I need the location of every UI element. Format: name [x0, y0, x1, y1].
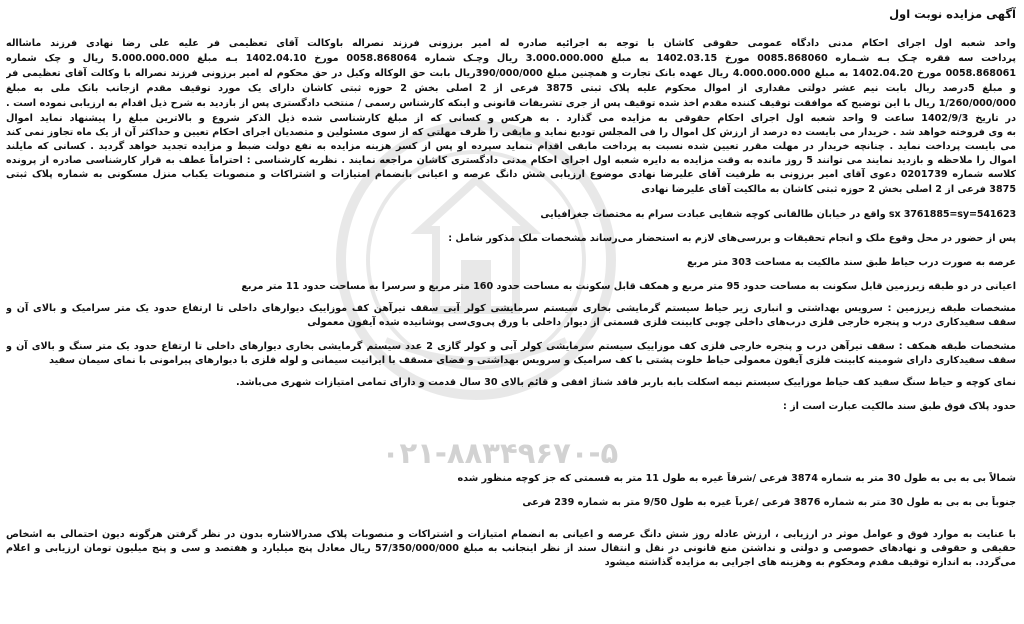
notice-line: 0058.868061 مورخ 1402.04.20 به مبلغ 4.000.000.000 ریال عهده بانک تجارت و همچنین مبلغ 390/000/000ریال بابت حق الوکاله وکیل در حق محکوم له امیر برزونی فرزند نصراله با وکالت آقای تعظیمی فر	[6, 68, 1016, 79]
basement-specs: مشخصات طبقه زیرزمین : سرویس بهداشتی و انباری زیر حیاط سیستم گرمایشی بخاری سیستم سرمایشی کولر آبی سقف تیرآهن کف موزاییک دیوارهای داخلی تا ارتفاع حدود یک متر سرامیک و بالای آن و	[6, 303, 1016, 314]
notice-line: کلاسه شماره 0201739 دعوی آقای امیر برزونی به طرفیت آقای علیرضا نهادی موضوع ارزیابی شش دانگ عرصه و اعیانی بانضمام امتیازات و اشتراکات و منصوبات یکباب منزل مسکونی به شماره پلاک ثبتی	[6, 169, 1016, 180]
notice-line: و مبلغ 5درصد ریال بابت نیم عشر دولتی مقداری از اموال محکوم علیه پلاک ثبتی 3875 فرعی از 2 اصلی بخش 2 حوزه ثبتی کاشان دارای یک مورد توقیف مقدم ازجانب بانک ملی به مبلغ	[6, 83, 1016, 94]
boundaries-heading: حدود پلاک فوق طبق سند مالکیت عبارت است از :	[782, 401, 1016, 412]
basement-specs: سقف سفیدکاری درب و پنجره خارجی فلزی درب‌های داخلی چوبی کابینت فلزی قسمتی از دیوار داخلی با ورق پی‌وی‌سی پوشانیده شده آیفون معمولی	[307, 317, 1016, 328]
building-area: اعیانی در دو طبقه زیرزمین قابل سکونت به مساحت حدود 95 متر مربع و همکف قابل سکونت به مساحت حدود 160 متر مربع و سرسرا به مساحت حدود 11 متر مربع	[241, 281, 1016, 292]
boundary-south-west: جنوباً بی به بی به طول 30 متر به شماره 3876 فرعی /غرباً غیره به طول 9/50 متر به شماره 239 فرعی	[522, 497, 1016, 508]
facade-line: نمای کوچه و حیاط سنگ سفید کف حیاط موزاییک سیستم نیمه اسکلت بابه باربر فاقد شناژ افقی و قائم بالای 30 سال قدمت و دارای تمامی امتیازات شهری می‌باشد.	[235, 377, 1016, 388]
inspection-intro: پس از حضور در محل وقوع ملک و انجام تحقیقات و بررسی‌های لازم به استحضار می‌رساند مشخصات ملک مذکور شامل :	[448, 233, 1016, 244]
boundary-north-east: شمالاً بی به بی به طول 30 متر به شماره 3874 فرعی /شرقاً غیره به طول 11 متر به قسمتی که جز کوچه منظور شده	[457, 473, 1016, 484]
valuation-line: می‌گردد. به اندازه توقیف مقدم ومحکوم به وهزینه های اجرایی به مزایده گذاشته میشود	[604, 557, 1016, 568]
valuation-line: حقیقی و حقوقی و نهادهای خصوصی و دولتی و نداشتن منع قانونی در نقل و انتقال سند از نظر اینجانب به مبلغ 57/350/000/000 ریال معادل پنج میلیارد و هفتصد و سی و پنج میلیون تومان ارزیابی و اعلام	[6, 543, 1016, 554]
valuation-line: با عنایت به موارد فوق و عوامل موثر در ارزیابی ، ارزش عادله روز شش دانگ عرصه و اعیانی به انضمام امتیازات و اشتراکات و منصوبات پلاک صدرالاشاره بدون در نظر گرفتن هرگونه دیون احتمالی به اشخاص	[6, 529, 1016, 540]
notice-line: می بایست پرداخت نماید . چنانچه خریدار در مهلت مقرر تعیین شده نسبت به پرداخت مابقی اقدام ننماید سپرده او پس از کسر هزینه مزایده به نفع دولت ضبط و مزایده تجدید خواهد گردید . کسانی که مایلند	[6, 141, 1016, 152]
ground-floor-specs: مشخصات طبقه همکف : سقف تیرآهن درب و پنجره خارجی فلزی کف موزاییک سیستم سرمایشی کولر آبی و کولر گازی 2 عدد سیستم گرمایشی بخاری دیوارهای داخلی تا ارتفاع حدود یک متر سنگ و بالای آن و	[6, 341, 1016, 352]
notice-line: 1/260/000/000 ریال با این توضیح که موافقت توقیف کننده مقدم اخذ شده توقیف پس از جری تشریفات قانونی و اینکه کارشناس رسمی / منتخب دادگستری پس از بازدید به شرح ذیل اقدام به ارزیابی نموده است .	[6, 98, 1016, 109]
notice-line: در تاریخ 1402/9/3 ساعت 9 واحد شعبه اول اجرای احکام حقوقی به مزایده می گذارد . به هرکس و کسانی که از مبلغ کارشناسی شده ذیل الذکر شروع و بالاترین مبلغ را پیشنهاد نماید اموال	[6, 113, 1016, 124]
notice-line: اموال را ملاحظه و بازدید نمایند می توانند 5 روز مانده به وقت مزایده به دایره شعبه اول اجرای احکام مدنی دادگستری کاشان مراجعه نمایند . نظریه کارشناسی : احتراماً عطف به قرار کارشناسی صادره از پرونده	[6, 155, 1016, 166]
coordinates-line: 541623=sx 3761885=sy واقع در خیابان طالقانی کوچه شفایی عبادت سرام به مختصات جغرافیایی	[540, 209, 1016, 220]
notice-line: واحد شعبه اول اجرای احکام مدنی دادگاه عمومی حقوقی کاشان با توجه به اجرائیه صادره له امیر برزونی فرزند نصراله باوکالت آقای تعظیمی فر علیه علی رضا نهادی فرزند ماشااله	[6, 38, 1016, 49]
notice-line: به وی فروخته خواهد شد . خریدار می بایست ده درصد از ارزش کل اموال را فی المجلس تودیع نماید و مابقی را ظرف مهلتی که از سوی مسئولین و متصدیان اجرای احکام تعیین و حداکثر آن از یک ماه تجاوز نمی کند	[6, 127, 1016, 138]
watermark-phone: ۰۲۱-۸۸۳۴۹۶۷۰-۵	[381, 436, 619, 470]
ground-floor-specs: سقف سفیدکاری دارای شومینه کابینت فلزی آیفون معمولی حیاط خلوت پشتی با کف سرامیک و سرویس بهداشتی و فضای مسقف با ایرانیت سیمانی و لوله فلزی با دیوارهای پیرامونی با نمای سیمان سفید	[49, 355, 1016, 366]
notice-line: 3875 فرعی از 2 اصلی بخش 2 حوزه ثبتی کاشان به مالکیت آقای علیرضا نهادی	[641, 184, 1016, 195]
notice-title: آگهی مزایده نوبت اول	[889, 7, 1016, 21]
notice-line: پرداخت سه فقره چـک بـه شـماره 0085.868060 مورخ 1402.03.15 به مبلغ 3.000.000.000 ریال وچـک شماره 0058.868064 مورخ 1402.04.10 بـه مبلغ 5.000.000.000 ریال و چک شماره	[6, 53, 1016, 64]
land-area: عرصه به صورت درب حیاط طبق سند مالکیت به مساحت 303 متر مربع	[686, 257, 1016, 268]
